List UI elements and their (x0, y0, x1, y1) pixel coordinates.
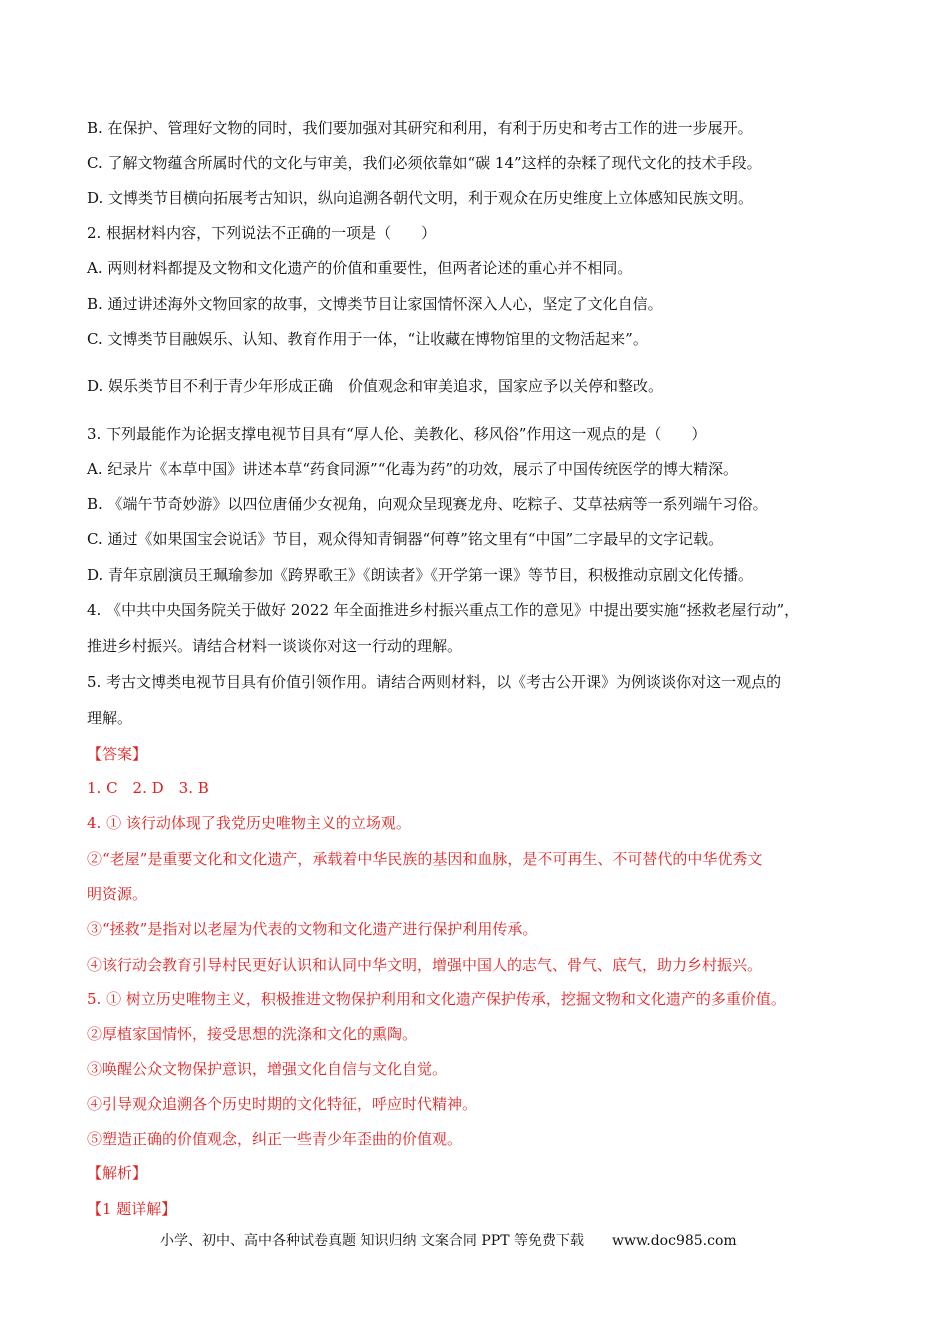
page-footer: 小学、初中、高中各种试卷真题 知识归纳 文案合同 PPT 等免费下载 www.doc985.com (160, 1233, 737, 1249)
answer-4-point-2: ②“老屋”是重要文化和文化遗产，承载着中华民族的基因和血脉，是不可再生、不可替代的中华优秀文 (87, 850, 763, 868)
option-3b: B. 《端午节奇妙游》以四位唐俑少女视角，向观众呈现赛龙舟、吃粽子、艾草祛病等一系列端午习俗。 (87, 495, 768, 513)
option-1c: C. 了解文物蕴含所属时代的文化与审美，我们必须依靠如“碳 14”这样的杂糅了现代文化的技术手段。 (87, 154, 762, 172)
option-2c: C. 文博类节目融娱乐、认知、教育作用于一体，“让收藏在博物馆里的文物活起来”。 (87, 330, 648, 348)
option-2b: B. 通过讲述海外文物回家的故事，文博类节目让家国情怀深入人心，坚定了文化自信。 (87, 295, 663, 313)
option-2d: D. 娱乐类节目不利于青少年形成正确 价值观念和审美追求，国家应予以关停和整改。 (87, 377, 664, 395)
analysis-heading: 【解析】 (87, 1164, 148, 1182)
option-3d: D. 青年京剧演员王珮瑜参加《跨界歌王》《朗读者》《开学第一课》等节目，积极推动京剧文化传播。 (87, 566, 754, 584)
question-4: 4. 《中共中央国务院关于做好 2022 年全面推进乡村振兴重点工作的意见》中提出要实施“拯救老屋行动”， (87, 601, 800, 619)
option-2a: A. 两则材料都提及文物和文化遗产的价值和重要性，但两者论述的重心并不相同。 (87, 259, 633, 277)
question-3: 3. 下列最能作为论据支撑电视节目具有“厚人伦、美教化、移风俗”作用这一观点的是（ ） (87, 425, 707, 443)
answer-choices: 1. C 2. D 3. B (87, 779, 209, 797)
option-3c: C. 通过《如果国宝会说话》节目，观众得知青铜器“何尊”铭文里有“中国”二字最早的文字记载。 (87, 530, 724, 548)
answer-5-point-5: ⑤塑造正确的价值观念，纠正一些青少年歪曲的价值观。 (87, 1130, 463, 1148)
detail-heading-1: 【1 题详解】 (87, 1200, 177, 1218)
answer-4-point-1: 4. ① 该行动体现了我党历史唯物主义的立场观。 (87, 814, 411, 832)
answer-5-point-4: ④引导观众追溯各个历史时期的文化特征，呼应时代精神。 (87, 1095, 478, 1113)
question-4-cont: 推进乡村振兴。请结合材料一谈谈你对这一行动的理解。 (87, 637, 463, 655)
question-5-cont: 理解。 (87, 709, 133, 727)
question-5: 5. 考古文博类电视节目具有价值引领作用。请结合两则材料，以《考古公开课》为例谈谈你对这一观点的 (87, 673, 782, 691)
option-1d: D. 文博类节目横向拓展考古知识，纵向追溯各朝代文明，利于观众在历史维度上立体感知民族文明。 (87, 189, 754, 207)
answer-4-point-2-cont: 明资源。 (87, 885, 148, 903)
option-3a: A. 纪录片《本草中国》讲述本草“药食同源”“化毒为药”的功效，展示了中国传统医学的博大精深。 (87, 460, 739, 478)
answer-heading: 【答案】 (87, 745, 148, 763)
answer-5-point-1: 5. ① 树立历史唯物主义，积极推进文物保护利用和文化遗产保护传承，挖掘文物和文化遗产的多重价值。 (87, 990, 786, 1008)
question-2: 2. 根据材料内容，下列说法不正确的一项是（ ） (87, 224, 437, 242)
answer-4-point-3: ③“拯救”是指对以老屋为代表的文物和文化遗产进行保护利用传承。 (87, 920, 538, 938)
answer-5-point-3: ③唤醒公众文物保护意识，增强文化自信与文化自觉。 (87, 1060, 448, 1078)
answer-5-point-2: ②厚植家国情怀，接受思想的洗涤和文化的熏陶。 (87, 1025, 418, 1043)
answer-4-point-4: ④该行动会教育引导村民更好认识和认同中华文明，增强中国人的志气、骨气、底气，助力乡村振兴。 (87, 956, 763, 974)
option-1b: B. 在保护、管理好文物的同时，我们要加强对其研究和利用，有利于历史和考古工作的进一步展开。 (87, 119, 753, 137)
